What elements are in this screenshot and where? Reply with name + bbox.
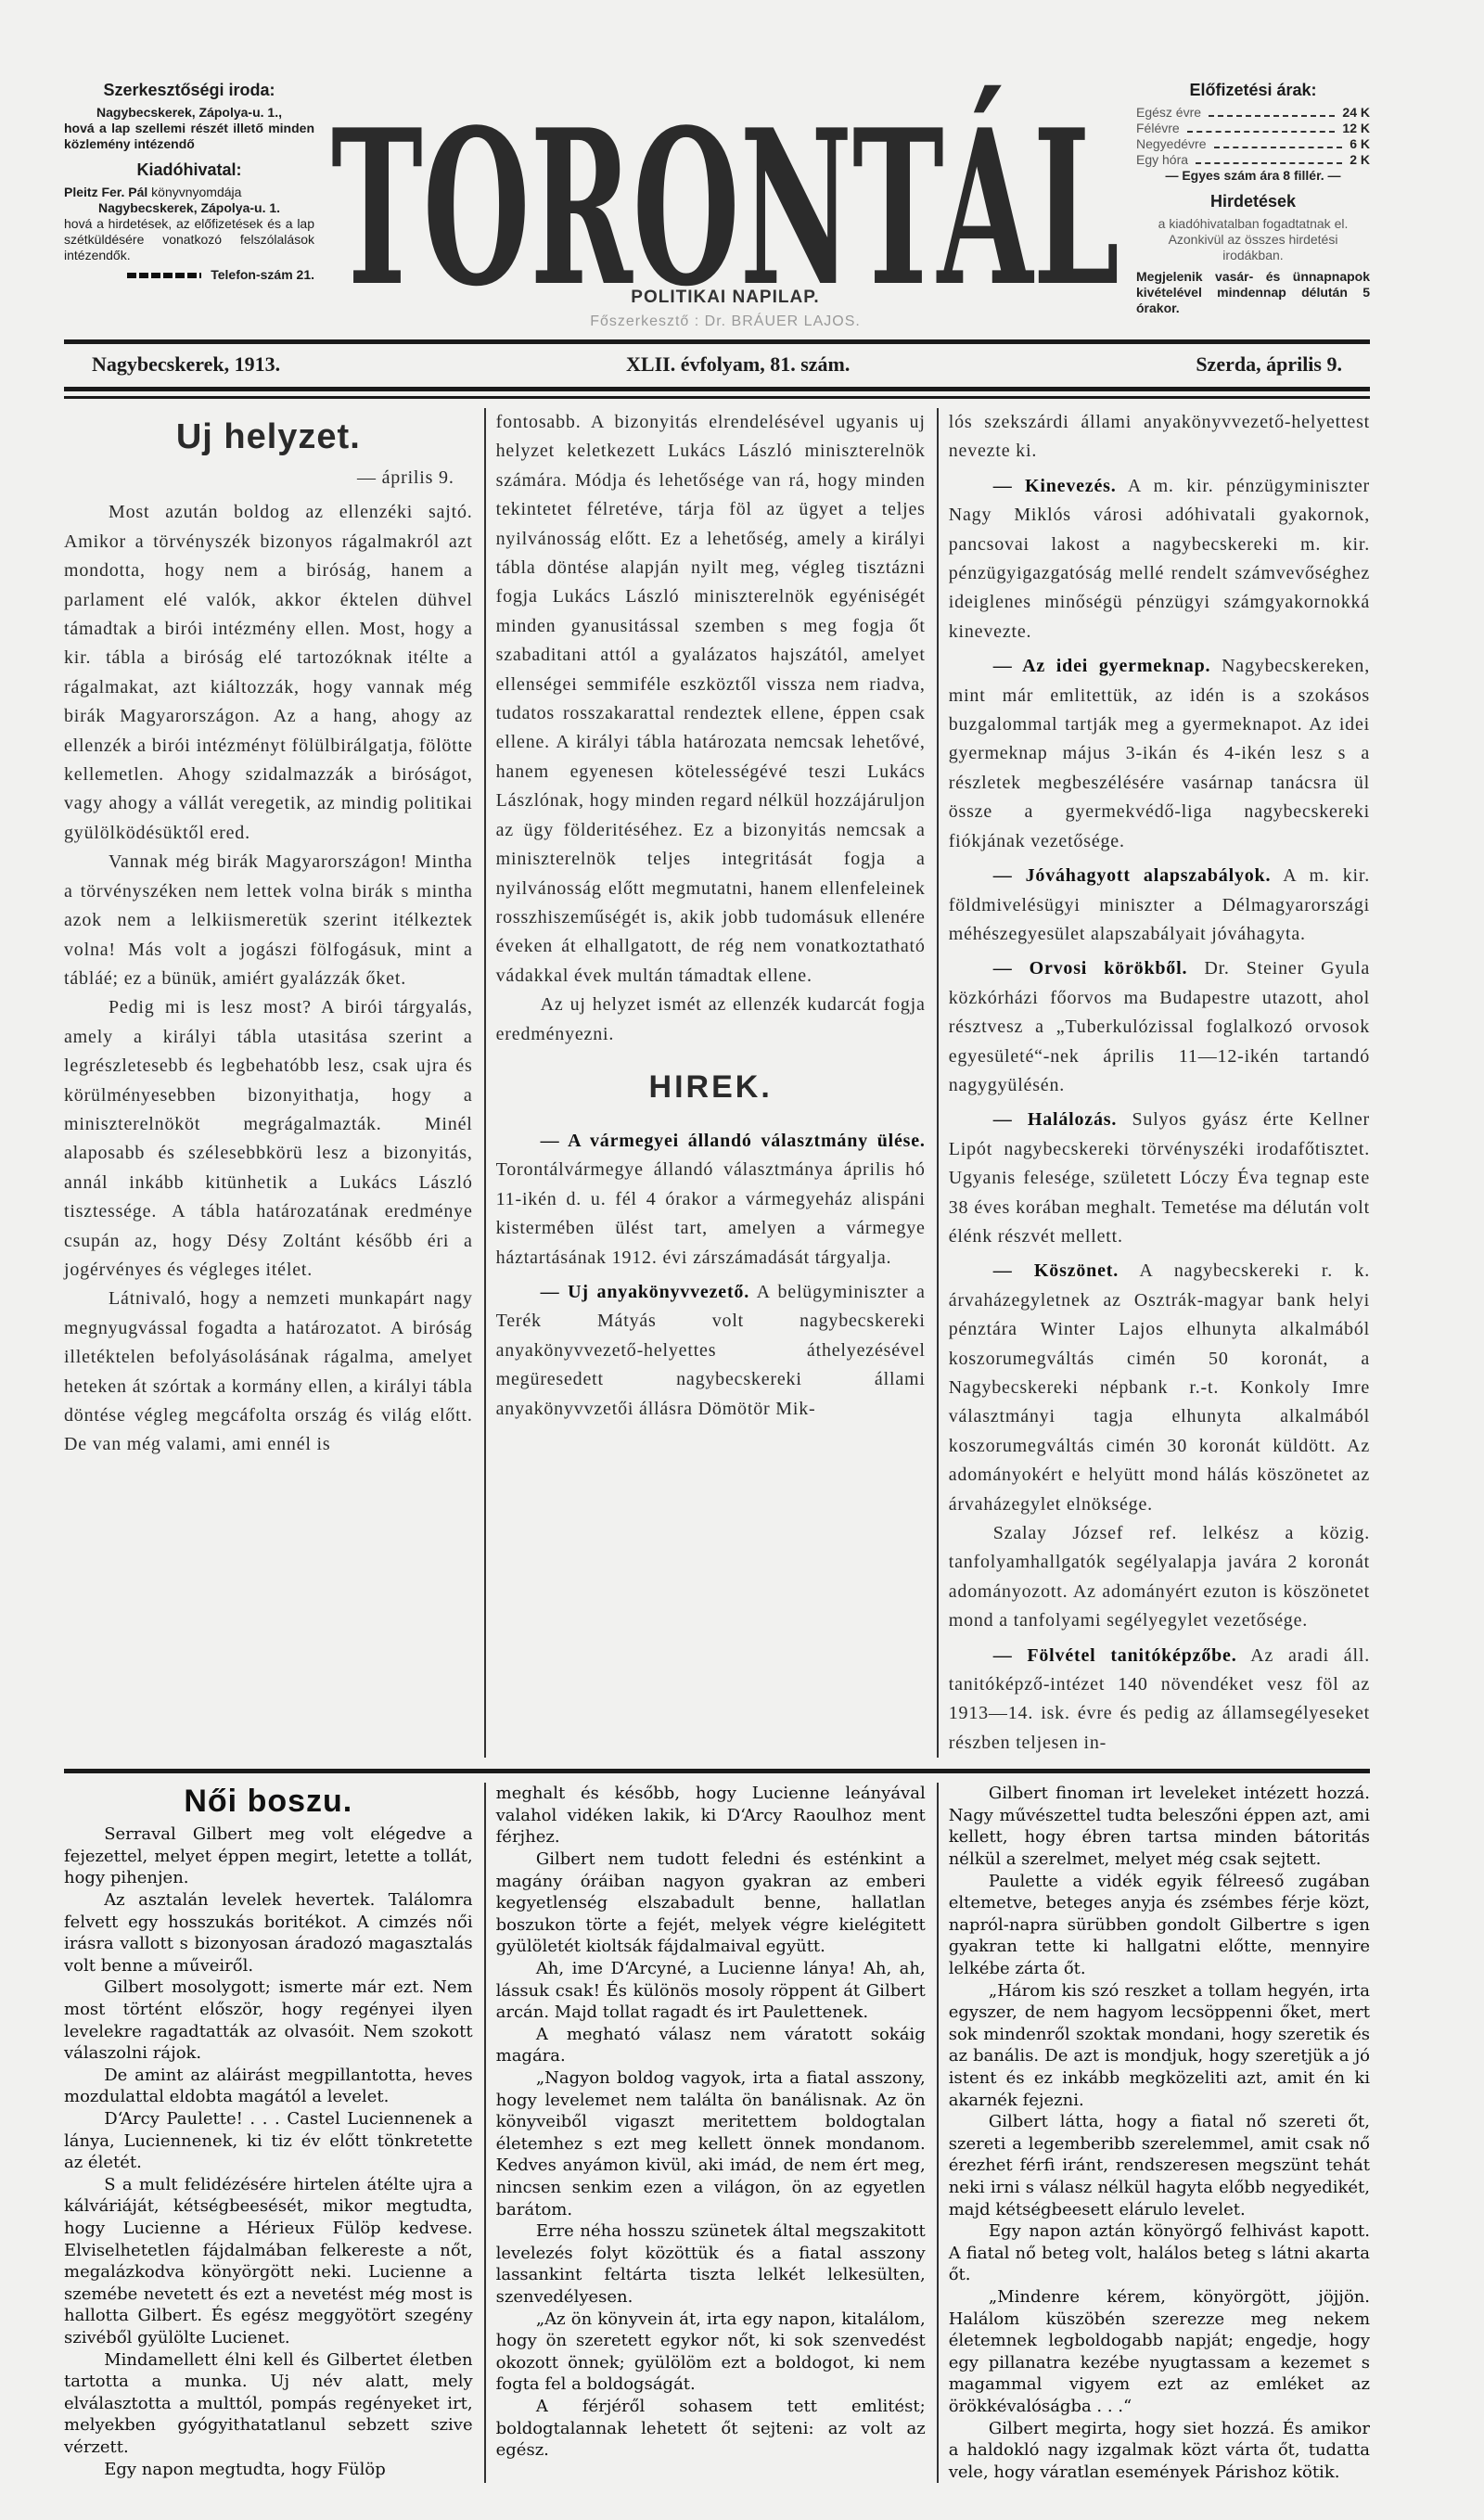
paragraph-text: Gilbert látta, hogy a fiatal nő szereti őt, szereti a legemberibb szerelemmel, amit csak nő érezhet férfi iránt, rendszeresen megszünt tehát neki irni s válasz nélkül hagyta előbb negyedikét, majd kétségbeesett elárulo levelet.: [948, 2112, 1371, 2219]
paragraph: [64, 2349, 473, 2459]
ornament-bar: [127, 273, 201, 278]
paragraph-text: Gilbert finoman irt leveleket intézett hozzá. Nagy művészettel tudta beleszőni éppen azt, ami kellett, hogy ébren tartsa minden bátoritás nélkül a szerelmet, melyet még csak sejtett.: [948, 1784, 1371, 1870]
paragraph: [949, 408, 1370, 467]
paragraph: [496, 991, 926, 1049]
paragraph-text: Az aradi áll. tanitóképző-intézet 140 növendéket vesz föl az 1913—14. isk. évre és pedig az államsegélyeseket részben teljesen in-: [948, 1644, 1371, 1753]
article-title: Uj helyzet.: [175, 417, 361, 456]
paragraph-text: A m. kir. pénzügyminiszter Nagy Miklós városi adóhivatali gyakornok, pancsovai lakost a nagybecskereki m. kir. pénzügyigazgatóság mellé rendelt számvevőséghez ideiglenes minőségü pénzügyi számgyakornokká kinevezte.: [948, 475, 1371, 642]
news-item: [949, 1642, 1370, 1759]
paragraph-text: A nagybecskereki r. k. árvaházegyletnek az Osztrák-magyar bank helyi pénztára Winter Lajos elhunyta alkalmából koszorumegváltás cimén 50 koronát, a Nagybecskereki népbank r.-t. Konkoly Imre választmányi tagja elhunyta alkalmából koszorumegváltás cimén 30 koronát küldött. Az adományokért e helyütt mond hálás köszönetet az árvaházegylet elnöksége.: [948, 1260, 1371, 1515]
paragraph-text: A m. kir. földmivelésügyi miniszter a Délmagyarországi méhészegyesület alapszabályait jóváhagyta.: [948, 865, 1371, 944]
paragraph: [949, 1519, 1370, 1636]
leader-dashes: [1209, 115, 1335, 117]
paragraph-text: Nagybecskereken, mint már emlitettük, az idén is a szokásos buzgalommal tartják meg a gyermeknapot. Az idei gyermeknap május 3-ikán és 4-ikén lesz s a részletek megbeszélésére vasárnap tanácsra ül össze a gyermekvédő-liga nagybecskereki fiókjának vezetősége.: [948, 656, 1371, 851]
paragraph: [64, 2459, 473, 2481]
editor-in-chief: Főszerkesztő : Dr. BRÁUER LAJOS.: [590, 313, 861, 329]
editorial-office-note: hová a lap szellemi részét illető minden közlemény intézendő: [64, 121, 314, 151]
paragraph-text: „Mindenre kérem, könyörgött, jöjjön. Halálom küszöbén szerezze meg nekem életemnek legboldogabb napját; engedje, hogy egy pillanatra kezébe nyugtassam a kezemet s magammal vigyem ezt az emléket az örökkévalóságba . . .“: [948, 2286, 1371, 2416]
price-label: Félévre: [1136, 121, 1180, 135]
news-item-headline: — Fölvétel tanitóképzőbe.: [992, 1644, 1237, 1666]
price-row: [1136, 136, 1370, 152]
paragraph-text: Gilbert nem tudott feledni és esténkint a magány óráiban nagyon gyakran az emberi kegyetlenség elszabadult benne, hallatlan boszukon törte a fejét, melyek végre kielégitett gyülöletét kioltsák fájdalmaival együtt.: [495, 1849, 926, 1957]
paragraph-text: fontosabb. A bizonyitás elrendelésével ugyanis uj helyzet keletkezett Lukács László miniszterelnök számára. Módja és lehetősége van rá, hogy minden tekintetet félretéve, tárja föl az ügyet a teljes nyilvánosság előtt. Ez a lehetőség, amely a királyi tábla döntése alapján nyilt meg, végleg tisztázni fogja Lukács László miniszterelnök egyéniségét minden gyanusitással szemben s meg fogja őt szabaditani attól a gyalázatos hajszától, amelyet ellenségei semmiféle eszköztől vissza nem riadva, tudatos rosszakarattal rendeztek ellene, éppen csak ellene. A királyi tábla határozata nemcsak lehetővé, hanem egyenesen kötelességévé teszi Lukács Lászlónak, hogy minden regard nélkül hozzájáruljon az ügy földeritéséhez. Ez a bizonyitás nemcsak a miniszterelnök teljes integritását fogja a nyilvánosság előtt megmutatni, hanem ellenfeleinek rosszhiszeműségét is, akik jobb tudomásuk ellenére éveken át elhallgatott, de rég nem vonatkoztatható vádakkal évek multán támadtak ellene.: [495, 412, 926, 986]
paragraph-text: A férjéről sohasem tett emlitést; boldogtalannak lehetett őt sejteni: az volt az egész.: [495, 2396, 926, 2461]
feuilleton-column-2: [484, 1783, 926, 2483]
publisher-address: Nagybecskerek, Zápolya-u. 1.: [97, 200, 281, 215]
editorial-office-heading: Szerkesztőségi iroda:: [103, 81, 275, 99]
paragraph-text: A belügyminiszter a Terék Mátyás volt nagybecskereki anyakönyvvezető-helyettes áthelyezésével megüresedett nagybecskereki állami anyakönyvvzetői állásra Dömötör Mik-: [495, 1281, 926, 1419]
paragraph-text: S a mult felidézésére hirtelen átélte ujra a kálváriáját, kétségbeesését, mikor megtudta, hogy Lucienne a Hérieux Fülöp kedvese. Elviselhetetlen fájdalmában felkereste a nőt, megalázkodva könyörgött neki. Lucienne a szemébe nevetett és ezt a nevetést még most is hallotta Gilbert. És egész meggyötört szegény szivéből gyülölte Lucienet.: [64, 2174, 473, 2347]
price-row: [1136, 121, 1370, 136]
paragraph: [949, 2111, 1370, 2220]
paragraph-text: lós szekszárdi állami anyakönyvvezető-helyettest nevezte ki.: [948, 412, 1371, 462]
price-value: 24 K: [1342, 105, 1370, 120]
price-label: Negyedévre: [1136, 136, 1207, 151]
paragraph: [949, 1871, 1370, 1980]
paragraph: [64, 848, 473, 993]
article-title: Női boszu.: [184, 1784, 353, 1820]
paragraph-text: Gilbert megirta, hogy siet hozzá. És amikor a haldokló nagy izgalmak közt várta őt, tudatta vele, hogy váratlan események Párishoz kötik.: [948, 2418, 1371, 2482]
publication-schedule: Megjelenik vasár- és ünnapnapok kivételével mindennap délután 5 órakor.: [1136, 269, 1370, 315]
paragraph-text: Pedig mi is lesz most? A birói tárgyalás, amely a királyi tábla utasitása szerint a legrészletesebb és legbehatóbb lesz, csak ujra és körülményesebben bizonyithatja, hogy a miniszterelnököt megrágalmazták. Minél alaposabb és szélesebbkörü lesz a bizonyitás, annál inkább kitünhetik a Lukács László tisztessége. A tábla határozatának eredménye csupán az, hogy Désy Zoltánt később éri a jogérvényes és végleges itélet.: [64, 997, 473, 1280]
ads-heading: Hirdetések: [1209, 192, 1297, 211]
paragraph: [496, 2396, 926, 2462]
paragraph-text: Az asztalán levelek hevertek. Találomra felvett egy hosszukás boritékot. A cimzés női irásra vallott s bizonyosan áradozó magasztalás volt benne a műveiről.: [64, 1890, 473, 1976]
paragraph-text: „Három kis szó reszket a tollam hegyén, irta egyszer, de nem hagyom lecsöppenni őket, mert sok mindenről szoktak mondani, hogy szeretik és az banális. De azt is mondjuk, hogy szeretjük a jó istent és ez inkább megközeliti azt, amit én ki akarnék fejezni.: [948, 1980, 1371, 2110]
paragraph: [949, 1783, 1370, 1870]
column-news-2: [937, 408, 1370, 1758]
editorial-office-box: [64, 65, 314, 283]
masthead-title: TORONTÁL: [331, 83, 1119, 288]
paragraph: [496, 1848, 926, 1958]
feuilleton-section: [64, 1773, 1370, 2483]
paragraph: [949, 2418, 1370, 2484]
paragraph: [496, 2309, 926, 2396]
paragraph-text: Torontálvármegye állandó választmánya április hó 11-ikén d. u. fél 4 órakor a vármegyeház alispáni kistermében ülést tart, amelyen a vármegye háztartásának 1912. évi zárszámadását tárgyalja.: [495, 1159, 926, 1268]
column-lead-article: [64, 408, 473, 1758]
dateline-rule-thick: [64, 387, 1370, 391]
dateline-place-year: Nagybecskerek, 1913.: [92, 352, 281, 376]
paragraph: [496, 2220, 926, 2308]
news-item-headline: — Kinevezés.: [992, 475, 1117, 496]
header: [64, 65, 1370, 330]
leader-dashes: [1196, 162, 1342, 164]
price-label: Egész évre: [1136, 105, 1202, 120]
paragraph: [64, 498, 473, 848]
paragraph: [64, 1823, 473, 1889]
price-value: 2 K: [1350, 152, 1370, 167]
masthead: [331, 65, 1119, 330]
paragraph-text: Most azután boldog az ellenzéki sajtó. Amikor a törvényszék bizonyos rágalmakról azt mondotta, hogy nem a biróság, hanem a parlament elé valók, akkor éktelen dühvel támadtak a birói intézmény ellen. Most, hogy a kir. tábla a biróság elé tartozóknak itélte a rágalmakat, azt kiáltozzák, hogy vannak még birák Magyarországon. Az a hang, ahogy az ellenzék a birói intézményt fölülbirálgatja, fölötte kellemetlen. Ahogy szidalmazzák a biróságot, vagy ahogy a vállát veregetik, az mindig politikai gyülölködésüktől ered.: [64, 502, 473, 843]
paragraph: [496, 2024, 926, 2067]
news-item: [949, 954, 1370, 1100]
news-item-headline: — Uj anyakönyvvezető.: [540, 1281, 750, 1302]
paragraph: [949, 1980, 1370, 2112]
news-item: [949, 1106, 1370, 1251]
paragraph-text: Látnivaló, hogy a nemzeti munkapárt nagy megnyugvással fogadta a határozatot. A biróság illetéktelen befolyásolásának rágalma, amelyet heteken át szórtak a kormány ellen, a királyi tábla döntése végleg megcáfolta ország és világ előtt. De van még valami, ami ennél is: [64, 1288, 473, 1455]
paragraph-text: „Nagyon boldog vagyok, irta a fiatal asszony, hogy levelemet nem találta ön banálisnak. Az ön könyveiből vigaszt meritettem boldogtalan életemhez s ezt meg kellett önnek mondanom. Kedves anyámon kivül, aki imád, de nem ért meg, nincsen senkim ezen a világon, ön az egyetlen barátom.: [495, 2068, 926, 2219]
paragraph: [64, 1889, 473, 1976]
publisher-note: hová a hirdetések, az előfizetések és a lap szétküldésére vonatkozó felszólalások intézendők.: [64, 216, 314, 262]
dateline-date: Szerda, április 9.: [1196, 352, 1342, 376]
paragraph: [949, 2220, 1370, 2286]
paragraph-text: Dr. Steiner Gyula közkórházi főorvos ma Budapestre utazott, ahol résztvesz a „Tuberkulózissal foglalkozó orvosok egyesületé“-nek április 11—12-ikén tartandó nagygyülésén.: [948, 958, 1371, 1095]
dateline-issue: XLII. évfolyam, 81. szám.: [626, 352, 851, 376]
news-item-headline: — Orvosi körökből.: [992, 958, 1188, 979]
section-heading-news: HIREK.: [648, 1068, 773, 1105]
price-row: [1136, 105, 1370, 121]
paragraph: [496, 1958, 926, 2024]
single-copy-price: — Egyes szám ára 8 fillér. —: [1165, 168, 1341, 183]
price-list: [1136, 105, 1370, 168]
subscription-heading: Előfizetési árak:: [1189, 81, 1317, 99]
paragraph-text: D‘Arcy Paulette! . . . Castel Luciennenek a lánya, Luciennenek, ki tiz év előtt tönkretette az életét.: [64, 2109, 473, 2173]
phone-number: Telefon-szám 21.: [211, 267, 314, 282]
news-item-headline: — Köszönet.: [992, 1260, 1119, 1282]
publisher-rest: könyvnyomdája: [151, 185, 242, 199]
price-value: 6 K: [1350, 136, 1370, 151]
paragraph-text: A megható válasz nem váratott sokáig magára.: [495, 2024, 926, 2066]
paragraph: [496, 2067, 926, 2220]
publisher-name: Pleitz Fer. Pál: [64, 185, 148, 199]
ads-note: a kiadóhivatalban fogadtatnak el. Azonkivül az összes hirdetési irodákban.: [1158, 216, 1349, 262]
news-item-headline: — Az idei gyermeknap.: [992, 656, 1211, 677]
paragraph: [64, 2108, 473, 2174]
news-item: [496, 1127, 926, 1273]
paragraph-text: Serraval Gilbert meg volt elégedve a fejezettel, melyet éppen megirt, letette a tollát, hogy pihenjen.: [64, 1824, 473, 1888]
column-news-1: [484, 408, 926, 1758]
price-row: [1136, 152, 1370, 168]
feuilleton-column-1: [64, 1783, 473, 2483]
masthead-subtitle: POLITIKAI NAPILAP.: [631, 288, 820, 307]
paragraph-text: Erre néha hosszu szünetek által megszakitott levelezés folyt közöttük és a fiatal asszony lassankint feltárta tiszta lelkét lelkesülten, szenvedélyesen.: [495, 2221, 926, 2307]
editorial-office-address: Nagybecskerek, Zápolya-u. 1.,: [96, 105, 282, 120]
news-item-headline: — A vármegyei állandó választmány ülése.: [540, 1130, 926, 1151]
news-item-headline: — Jóváhagyott alapszabályok.: [992, 865, 1272, 887]
subscription-box: [1136, 65, 1370, 316]
paragraph: [64, 2174, 473, 2349]
masthead-logo: [331, 65, 1119, 288]
feuilleton-column-3: [937, 1783, 1370, 2483]
leader-dashes: [1187, 131, 1336, 133]
paragraph-text: Szalay József ref. lelkész a közig. tanfolyamhallgatók segélyalapja javára 2 koronát adományozott. Az adományért ezuton is köszönetet mond a tanfolyami segélyegylet vezetősége.: [948, 1523, 1371, 1631]
paragraph-text: Vannak még birák Magyarországon! Mintha a törvényszéken nem lettek volna birák s mintha azok nem a lelkiismeretük szerint itélkeztek volna! Más volt a jogászi fölfogásuk, mint a tábláé; ez a bünük, amiért gyalázzák őket.: [64, 851, 473, 989]
paragraph: [64, 993, 473, 1285]
publisher-heading: Kiadóhivatal:: [136, 160, 242, 179]
news-item: [949, 472, 1370, 646]
paragraph-text: Mindamellett élni kell és Gilbertet életben tartotta a munka. Uj név alatt, mely elválasztotta a multtól, pompás regényeket irt, melyekben gyógyithatatlanul sebzett szive vérzett.: [64, 2349, 473, 2457]
price-value: 12 K: [1342, 121, 1370, 135]
news-item: [949, 652, 1370, 856]
paragraph-text: Sulyos gyász érte Kellner Lipót nagybecskereki törvényszéki irodafőtisztet. Ugyanis felesége, született Lóczy Éva tegnap este 38 éves korában meghalt. Temetése ma délután volt élénk részvét mellett.: [948, 1109, 1371, 1247]
paragraph-text: Az uj helyzet ismét az ellenzék kudarcát fogja eredményezni.: [495, 994, 926, 1044]
article-date: — április 9.: [357, 467, 454, 488]
paragraph-text: Egy napon aztán könyörgő felhivást kapott. A fiatal nő beteg volt, halálos beteg s látni akarta őt.: [948, 2221, 1371, 2285]
news-item: [949, 1257, 1370, 1519]
masthead-subtitle-block: [590, 288, 861, 330]
paragraph: [496, 408, 926, 991]
news-item: [949, 862, 1370, 949]
paragraph: [949, 2286, 1370, 2418]
news-item-headline: — Halálozás.: [992, 1109, 1118, 1131]
paragraph-text: Paulette a vidék egyik félreeső zugában eltemetve, beteges anyja és zsémbes férje közt, napról-napra sürübben gondolt Gilbertre s igen gyakran tette ki hallgatni előtte, mennyire lelkébe zárta őt.: [948, 1871, 1371, 1979]
paragraph-text: meghalt és később, hogy Lucienne leányával valahol vidéken lakik, ki D‘Arcy Raoulhoz ment férjhez.: [495, 1784, 926, 1848]
paragraph-text: „Az ön könyvein át, irta egy napon, kitalálom, hogy ön szeretett egykor nőt, ki sok szenvedést okozott önnek; gyülölöm ezt a boldogot, ki nem fogta fel a boldogságát.: [495, 2309, 926, 2395]
paragraph: [64, 1285, 473, 1459]
paragraph: [496, 1783, 926, 1848]
paragraph: [64, 2065, 473, 2108]
paragraph-text: De amint az aláirást megpillantotta, heves mozdulattal eldobta magától a levelet.: [64, 2065, 473, 2107]
paragraph: [64, 1976, 473, 2064]
leader-dashes: [1214, 147, 1343, 148]
dateline: [64, 344, 1370, 387]
price-label: Egy hóra: [1136, 152, 1189, 167]
paragraph-text: Gilbert mosolygott; ismerte már ezt. Nem most történt először, hogy regényei ilyen levelekre ragadtatták az olvasóit. Nem szokott válaszolni rájok.: [64, 1977, 473, 2064]
news-item: [496, 1278, 926, 1424]
paragraph-text: Ah, ime D‘Arcyné, a Lucienne lánya! Ah, ah, lássuk csak! És különös mosoly röppent át Gilbert arcán. Majd tollat ragadt és irt Paulettenek.: [495, 1959, 926, 2023]
paragraph-text: Egy napon megtudta, hogy Fülöp: [104, 2459, 386, 2479]
top-section: [64, 399, 1370, 1769]
